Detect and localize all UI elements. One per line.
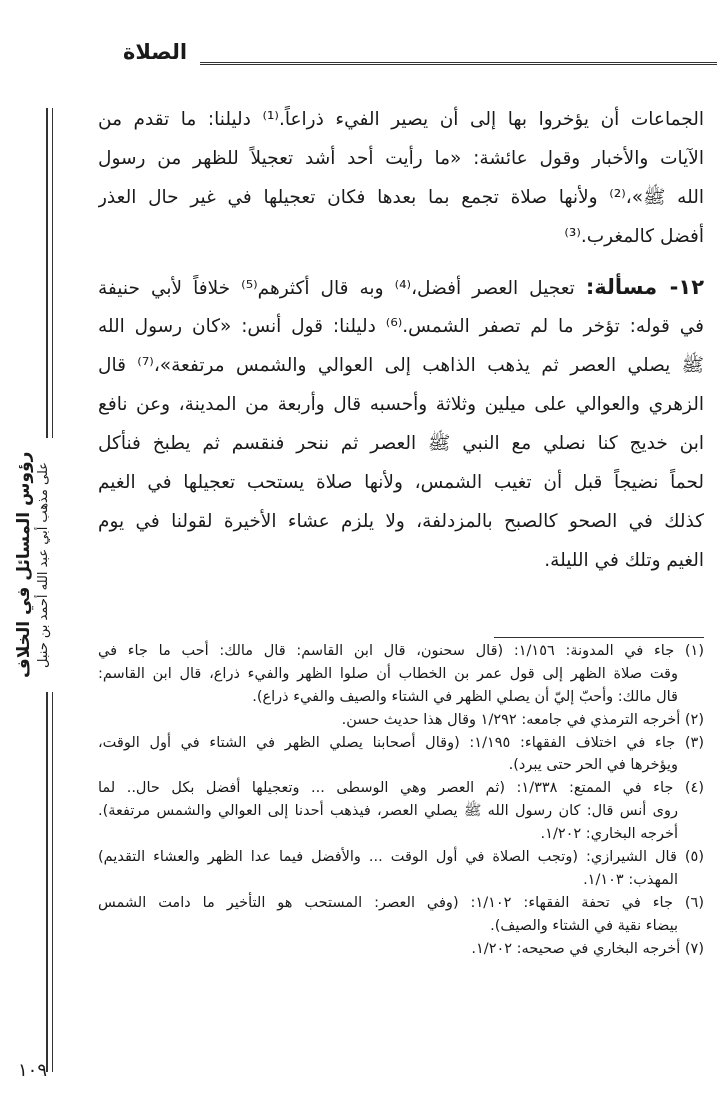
footnote-line: (٦) جاء في تحفة الفقهاء: ١/١٠٢: (وفي العصر: المستحب هو التأخير ما دامت الشمس [98,894,704,911]
footnote-line: ويؤخرها في الحر حتى يبرد). [508,757,678,774]
body-line: في قوله: تؤخر ما لم تصفر الشمس.⁽⁶⁾ دليلنا: قول أنس: «كان رسول الله [98,316,704,337]
body-line: الآيات والأخبار وقول عائشة: «ما رأيت أحد أشد تعجيلاً للظهر من رسول [98,148,704,169]
running-title-sub: على مذهب أبي عبد الله أحمد بن حنبل [36,462,51,668]
header-rule [200,62,717,65]
footnote-line: (٤) جاء في الممتع: ١/٣٣٨: (ثم العصر وهي الوسطى ... وتعجيلها أفضل بكل حال.. لما [98,780,704,797]
footnote-line: (٥) قال الشيرازي: (وتجب الصلاة في أول الوقت ... والأفضل فيما عدا الظهر والعشاء التقديم) [98,849,704,866]
footnote-line: قال مالك: وأحبّ إليّ أن يصلي الظهر في الشتاء والصيف والفيء ذراع). [252,688,678,705]
footnote-separator [494,637,704,638]
footnote-line: (١) جاء في المدونة: ١/١٥٦: (قال سحنون، قال ابن القاسم: قال مالك: أحب ما جاء في [98,643,704,659]
body-line: كذلك في الصحو كالصبح بالمزدلفة، ولا يلزم عشاء الأخيرة لقولنا في يوم [98,511,704,532]
running-title [0,440,62,690]
body-line: ﷺ يصلي العصر ثم يذهب الذاهب إلى العوالي والشمس مرتفعة»،⁽⁷⁾ قال [98,355,704,376]
body-line: الغيم وتلك في الليلة. [544,550,704,571]
footnote-line: وقت صلاة الظهر إلى قول عمر بن الخطاب أن صلوا الظهر والفيء ذراع، قال ابن القاسم: [98,665,678,682]
footnote-line: (٢) أخرجه الترمذي في جامعه: ١/٢٩٢ وقال هذا حديث حسن. [341,711,704,728]
body-line: الله ﷺ»،⁽²⁾ ولأنها صلاة تجمع بما بعدها فكان تعجيلها في غير حال العذر [98,187,704,208]
footnote-line: أخرجه البخاري: ١/٢٠٢. [540,826,678,843]
footnote-line: المهذب: ١/١٠٣. [583,871,678,888]
page-header-title: الصلاة [122,40,188,64]
masala-first-text: تعجيل العصر أفضل،⁽⁴⁾ وبه قال أكثرهم⁽⁵⁾ خلافاً لأبي حنيفة [98,278,575,299]
body-line: لحماً نضيجاً قبل أن تغيب الشمس، ولأنها صلاة يستحب تعجيلها في الغيم [98,472,704,493]
side-rule-bottom [46,692,48,1072]
running-title-main: رؤوس المسائل في الخلاف [14,451,34,679]
masala-label: ١٢- مسألة: [585,275,704,299]
main-text [98,100,704,580]
footnote-line: بيضاء نقية في الشتاء والصيف). [490,917,678,934]
page-number: ١٠٩ [18,1060,48,1081]
footnote-line: (٣) جاء في اختلاف الفقهاء: ١/١٩٥: (وقال أصحابنا يصلي الظهر في الشتاء في أول الوقت، [98,734,704,751]
masala-heading-line [98,268,704,307]
body-line: أفضل كالمغرب.⁽³⁾ [564,226,704,247]
footnotes [98,640,704,960]
side-rule-top [46,108,48,438]
body-line: الزهري والعوالي على ميلين وثلاثة وأحسبه قال وأربعة من المدينة، وعن نافع [98,394,704,415]
body-line: ابن خديج كنا نصلي مع النبي ﷺ العصر ثم ننحر فنقسم ثم يطبخ فنأكل [98,433,704,454]
footnote-line: روى أنس قال: كان رسول الله ﷺ يصلي العصر، فيذهب أحدنا إلى العوالي والشمس مرتفعة). [98,803,678,820]
body-line: الجماعات أن يؤخروا بها إلى أن يصير الفيء ذراعاً.⁽¹⁾ دليلنا: ما تقدم من [98,109,704,130]
footnote-line: (٧) أخرجه البخاري في صحيحه: ١/٢٠٢. [471,940,704,957]
